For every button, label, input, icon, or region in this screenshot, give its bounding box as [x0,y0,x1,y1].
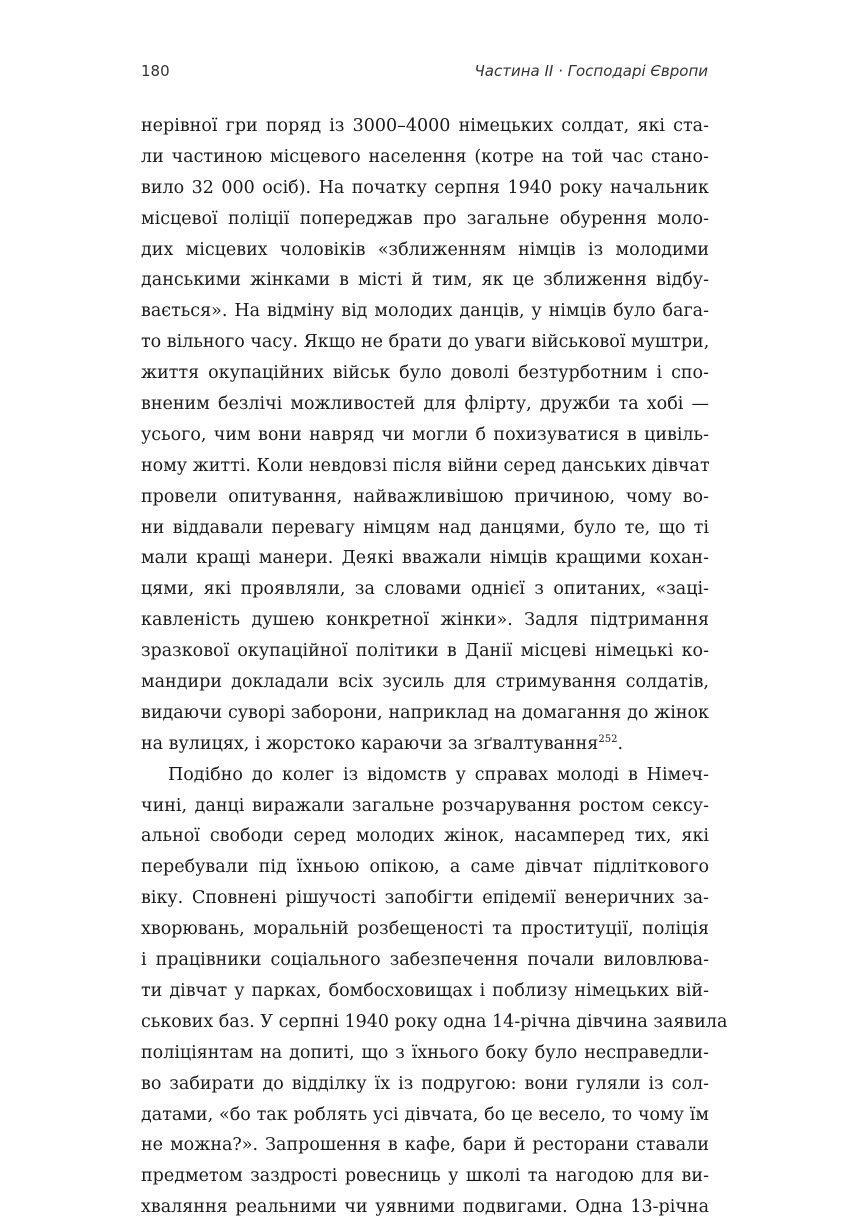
text-line: ному житті. Коли невдовзі після війни серед данських дівчат [141,455,710,476]
text-line: і працівники соціального забезпечення почали виловлюва- [141,950,709,971]
text-line: вило 32 000 осіб). На початку серпня 1940 року начальник [141,177,709,198]
text-line-content: на вулицях, і жорстоко караючи за зґвалтування [141,733,599,754]
footnote-reference[interactable]: 252 [598,733,618,745]
text-line: предметом заздрості ровесниць у школі та нагодою для ви- [141,1166,709,1187]
text-line: цями, які проявляли, за словами однієї з опитаних, «заці- [141,579,709,600]
running-header [141,62,708,80]
text-line: датами, «бо так роблять усі дівчата, бо це весело, то чому їм [141,1104,709,1125]
text-line: во забирати до відділку їх із подругою: вони гуляли із сол- [141,1073,709,1094]
text-line: ли частиною місцевого населення (котре на той час стано- [141,146,709,167]
text-line: кавленість душею конкретної жінки». Задля підтримання [141,610,709,631]
paragraph-1 [141,111,709,760]
text-line: чині, данці виражали загальне розчарування ростом сексу- [141,795,709,816]
sentence-end: . [617,733,624,754]
text-line: ни віддавали перевагу німцям над данцями, було те, що ті [141,517,709,538]
text-line: місцевої поліції попереджав про загальне обурення моло- [141,208,709,229]
text-line: данськими жінками в місті й тим, як це зближення відбу- [141,270,709,291]
text-line: зразкової окупаційної політики в Данії місцеві німецькі ко- [141,641,709,662]
text-line: мандири докладали всіх зусиль для стримування солдатів, [141,672,709,693]
text-line: віку. Сповнені рішучості запобігти епідемії венеричних за- [141,888,709,909]
text-line: перебували під їхньою опікою, а саме дівчат підліткового [141,857,709,878]
text-line: поліціянтам на допиті, що з їхнього боку було несправедли- [141,1042,709,1063]
text-line: життя окупаційних військ було доволі безтурботним і спо- [141,363,709,384]
text-line: Подібно до колег із відомств у справах молоді в Німеч- [168,764,709,785]
text-line: вається». На відміну від молодих данців, у німців було бага- [141,301,709,322]
text-line: дих місцевих чоловіків «зближенням німців із молодими [141,239,709,260]
text-line: ськових баз. У серпні 1940 року одна 14-річна дівчина заявила [141,1011,728,1032]
section-title: Частина II · Господарі Європи [474,62,708,80]
text-line: ти дівчат у парках, бомбосховищах і поблизу німецьких вій- [141,980,709,1001]
paragraph-2 [141,760,728,1223]
text-line: видаючи суворі заборони, наприклад на домагання до жінок [141,702,709,723]
body-text [141,111,728,1223]
text-line: мали кращі манери. Деякі вважали німців кращими кохан- [141,548,709,569]
text-line: хваляння реальними чи уявними подвигами. Одна 13-річна [141,1197,709,1218]
text-line: усього, чим вони навряд чи могли б похизуватися в цивіль- [141,424,709,445]
page-number: 180 [141,62,170,80]
text-line [141,729,709,760]
text-line: вненим безлічі можливостей для флірту, дружби та хобі — [141,394,709,415]
text-line: то вільного часу. Якщо не брати до уваги військової муштри, [141,332,710,353]
text-line: не можна?». Запрошення в кафе, бари й ресторани ставали [141,1135,709,1156]
text-line: нерівної гри поряд із 3000–4000 німецьких солдат, які ста- [141,116,709,136]
text-line: альної свободи серед молодих жінок, насамперед тих, які [141,826,709,847]
text-line: провели опитування, найважливішою причиною, чому во- [141,486,709,507]
text-line: хворювань, моральній розбещеності та проституції, поліція [141,919,709,940]
